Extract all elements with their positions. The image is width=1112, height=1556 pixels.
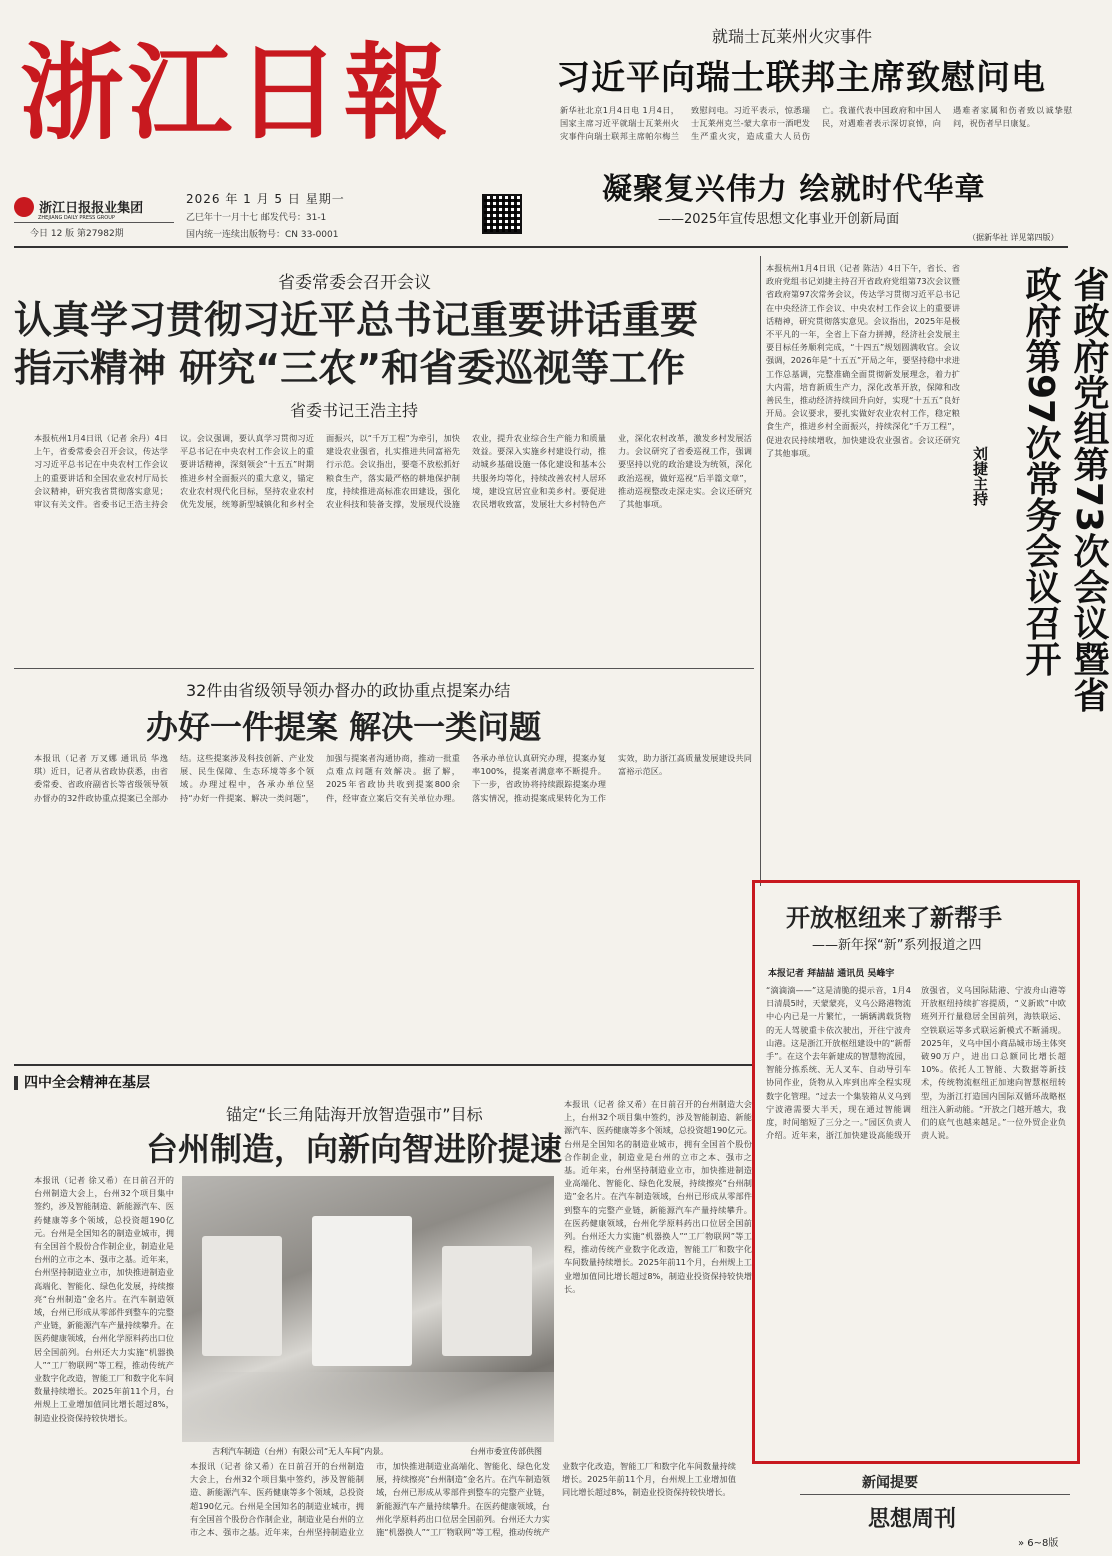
section-label [14,1072,150,1092]
qr-code-icon[interactable] [482,194,522,234]
top-story-headline[interactable]: 习近平向瑞士联邦主席致慰问电 [556,58,1046,98]
taizhou-headline[interactable]: 台州制造，向新向智进阶提速 [146,1130,563,1168]
feature-body: “滴滴滴——”这是清脆的提示音，1月4日清晨5时，天蒙蒙亮，义乌公路港物流中心内已是一片繁忙，一辆辆满载货物的无人驾驶重卡依次驶出，开往宁波舟山港。这是浙江开放枢纽建设中的“新帮手”。在这个去年新建成的智慧物流园，智能分拣系统、无人叉车、自动导引车协同作业，货物从入库到出库全程实现数字化管理。“过去一个集装箱从义乌到宁波港需要大半天，现在通过智能调度，时间缩短了三分之一。”园区负责人介绍。近年来，浙江加快建设高能级开放强省，义乌国际陆港、宁波舟山港等开放枢纽持续扩容提质，“义新欧”中欧班列开行量稳居全国前列，海铁联运、空铁联运等多式联运新模式不断涌现。2025年，义乌中国小商品城市场主体突破90万户，进出口总额同比增长超10%。依托人工智能、大数据等新技术，传统物流枢纽正加速向智慧枢纽转型，为浙江打造国内国际双循环战略枢纽注入新动能。“开放之门越开越大，我们的底气也越来越足。”一位外贸企业负责人说。 [766,985,1066,1141]
weekly-title[interactable]: 思想周刊 [868,1507,957,1532]
news-tips-rule [800,1494,1070,1495]
lead-kicker: 省委常委会召开会议 [278,273,431,293]
feature-subhead: ——新年探“新”系列报道之四 [812,938,982,953]
taizhou-body-col1: 本报讯（记者 徐又希）在日前召开的台州制造大会上，台州32个项目集中签约，涉及智能制造、新能源汽车、医药健康等多个领域，总投资超190亿元。台州是全国知名的制造业城市，拥有全国首个股份合作制企业，制造业是台州的立市之本、强市之基。近年来，台州坚持制造业立市，加快推进制造业高端化、智能化、绿色化发展，持续擦亮“台州制造”金名片。在汽车制造领域，台州已形成从零部件到整车的完整产业链，新能源汽车产量持续攀升。在医药健康领域，台州化学原料药出口位居全国前列。台州还大力实施“机器换人”“工厂物联网”等工程，推动传统产业数字化改造，智能工厂和数字化车间数量持续增长。2025年前11个月，台州规上工业增加值同比增长超过8%，制造业投资保持较快增长。 [34,1175,174,1423]
lead-headline-line-1: 认真学习贯彻习近平总书记重要讲话重要 [14,298,699,342]
lead-headline-line-2: 指示精神 研究“三农”和省委巡视等工作 [14,346,686,390]
factory-photo[interactable] [182,1176,554,1442]
lunar-date: 乙巳年十一月十七 邮发代号：31-1 [186,213,327,223]
lead-byline: 省委书记王浩主持 [290,401,419,420]
taizhou-body-bottom: 本报讯（记者 徐又希）在日前召开的台州制造大会上，台州32个项目集中签约，涉及智能制造、新能源汽车、医药健康等多个领域，总投资超190亿元。台州是全国知名的制造业城市，拥有全国首个股份合作制企业，制造业是台州的立市之本、强市之基。近年来，台州坚持制造业立市，加快推进制造业高端化、智能化、绿色化发展，持续擦亮“台州制造”金名片。在汽车制造领域，台州已形成从零部件到整车的完整产业链，新能源汽车产量持续攀升。在医药健康领域，台州化学原料药出口位居全国前列。台州还大力实施“机器换人”“工厂物联网”等工程，推动传统产业数字化改造，智能工厂和数字化车间数量持续增长。2025年前11个月，台州规上工业增加值同比增长超过8%，制造业投资保持较快增长。 [190,1461,736,1538]
issue-date: 2026 年 1 月 5 日 星期一 [186,192,345,206]
top-story-kicker: 就瑞士瓦莱州火灾事件 [712,27,873,46]
cn-number: 国内统一连续出版物号：CN 33-0001 [186,230,339,240]
sidebar-body: 本报杭州1月4日讯（记者 陈洁）4日下午，省长、省政府党组书记刘捷主持召开省政府党组第73次会议暨省政府第97次常务会议，传达学习贯彻习近平总书记在中央经济工作会议、中央农村工作会议上的重要讲话精神，研究贯彻落实意见。会议指出，2025年是极不平凡的一年，全省上下奋力拼搏，经济社会发展主要目标任务顺利完成，“十四五”规划圆满收官。会议强调，2026年是“十五五”开局之年，要坚持稳中求进工作总基调，完整准确全面贯彻新发展理念，着力扩大内需，培育新质生产力，深化改革开放，保障和改善民生，推动经济持续回升向好，实现“十五五”良好开局。会议要求，要扎实做好农业农村工作，稳定粮食生产，推进乡村全面振兴，持续深化“千万工程”，促进农民持续增收，加快建设农业强省。会议还研究了其他事项。 [766,263,960,458]
photo-caption: 吉利汽车制造（台州）有限公司“无人车间”内景。 [212,1447,389,1456]
chevron-right-icon: » [1018,1538,1028,1549]
publisher-logo-icon [14,197,34,217]
taizhou-body-col3: 本报讯（记者 徐又希）在日前召开的台州制造大会上，台州32个项目集中签约，涉及智能制造、新能源汽车、医药健康等多个领域，总投资超190亿元。台州是全国知名的制造业城市，拥有全国首个股份合作制企业，制造业是台州的立市之本、强市之基。近年来，台州坚持制造业立市，加快推进制造业高端化、智能化、绿色化发展，持续擦亮“台州制造”金名片。在汽车制造领域，台州已形成从零部件到整车的完整产业链，新能源汽车产量持续攀升。在医药健康领域，台州化学原料药出口位居全国前列。台州还大力实施“机器换人”“工厂物联网”等工程，推动传统产业数字化改造，智能工厂和数字化车间数量持续增长。2025年前11个月，台州规上工业增加值同比增长超过8%，制造业投资保持较快增长。 [564,1099,752,1294]
publisher-block [14,196,164,221]
section-marker-icon [14,1076,18,1090]
lead-headline[interactable] [14,296,750,392]
sidebar-divider [760,256,761,886]
proposal-headline[interactable]: 办好一件提案 解决一类问题 [146,708,542,746]
masthead [20,18,560,168]
weekly-pages [1018,1534,1058,1549]
weekly-pages-text: 6~8版 [1027,1538,1059,1549]
second-story-credit: （据新华社 详见第四版） [968,233,1059,242]
masthead-divider [14,222,174,223]
masthead-title: 浙江日報 [20,31,453,154]
sidebar-headline[interactable]: 省政府党组第73次会议暨省政府第97次常务会议召开 [1020,266,1109,713]
section-top-rule [14,1064,754,1066]
proposal-kicker: 32件由省级领导领办督办的政协重点提案办结 [186,681,511,700]
second-story-subhead: ——2025年宣传思想文化事业开创新局面 [658,212,900,227]
top-story-body: 新华社北京1月4日电 1月4日，国家主席习近平就瑞士瓦莱州火灾事件向瑞士联邦主席帕尔梅兰致慰问电。习近平表示，惊悉瑞士瓦莱州克兰-蒙大拿市一酒吧发生严重火灾，造成重大人员伤亡。我谨代表中国政府和中国人民，对遇难者表示深切哀悼，向遇难者家属和伤者致以诚挚慰问，祝伤者早日康复。 [560,105,1072,142]
lead-body: 本报杭州1月4日讯（记者 余丹）4日上午，省委常委会召开会议，传达学习习近平总书记在中央农村工作会议上的重要讲话和全国农业农村厅局长会议精神，研究我省贯彻落实意见；审议有关文件。省委书记王浩主持会议。会议强调，要认真学习贯彻习近平总书记在中央农村工作会议上的重要讲话精神，深刻领会“十五五”时期推进乡村全面振兴的重大意义，锚定农业农村现代化目标，坚持农业农村优先发展，统筹新型城镇化和乡村全面振兴，以“千万工程”为牵引，加快建设农业强省，扎实推进共同富裕先行示范。会议指出，要毫不放松抓好粮食生产，落实最严格的耕地保护制度，持续推进高标准农田建设，强化农业科技和装备支撑，发展现代设施农业，提升农业综合生产能力和质量效益。要深入实施乡村建设行动，推动城乡基础设施一体化建设和基本公共服务均等化，持续改善农村人居环境，建设宜居宜业和美乡村。要促进农民增收致富，发展壮大乡村特色产业，深化农村改革，激发乡村发展活力。会议研究了省委巡视工作，强调要坚持以党的政治建设为统领，深化政治巡视，做好巡视“后半篇文章”，推动巡视整改走深走实。会议还研究了其他事项。 [34,433,752,510]
photo-credit: 台州市委宣传部供图 [470,1447,542,1456]
publisher-name-en: ZHEJIANG DAILY PRESS GROUP [38,214,115,221]
section-label-text: 四中全会精神在基层 [24,1075,150,1091]
feature-byline: 本报记者 拜喆喆 通讯员 吴峰宇 [768,969,895,979]
news-tips-label: 新闻提要 [862,1475,918,1491]
edition-info: 今日 12 版 第27982期 [30,229,124,239]
date-block [186,190,476,240]
lead-bottom-rule [14,668,754,669]
proposal-body: 本报讯（记者 万叉娜 通讯员 华逸琪）近日，记者从省政协获悉，由省委常委、省政府副省长等省级领导领办督办的32件政协重点提案已全部办结。这些提案涉及科技创新、产业发展、民生保障、生态环境等多个领域。办理过程中，各承办单位坚持“办好一件提案、解决一类问题”，加强与提案者沟通协商，推动一批重点难点问题有效解决。据了解，2025年省政协共收到提案800余件，经审查立案后交有关单位办理。各承办单位认真研究办理，提案办复率100%，提案者满意率不断提升。下一步，省政协将持续跟踪提案办理落实情况，推动提案成果转化为工作实效，助力浙江高质量发展建设共同富裕示范区。 [34,753,752,803]
sidebar-byline: 刘捷主持 [971,446,989,506]
feature-headline[interactable]: 开放枢纽来了新帮手 [786,904,1002,932]
publisher-name: 浙江日报报业集团 [39,201,144,216]
second-story-headline[interactable]: 凝聚复兴伟力 绘就时代华章 [602,172,986,207]
masthead-bottom-rule [14,246,1068,248]
taizhou-kicker: 锚定“长三角陆海开放智造强市”目标 [226,1105,483,1124]
